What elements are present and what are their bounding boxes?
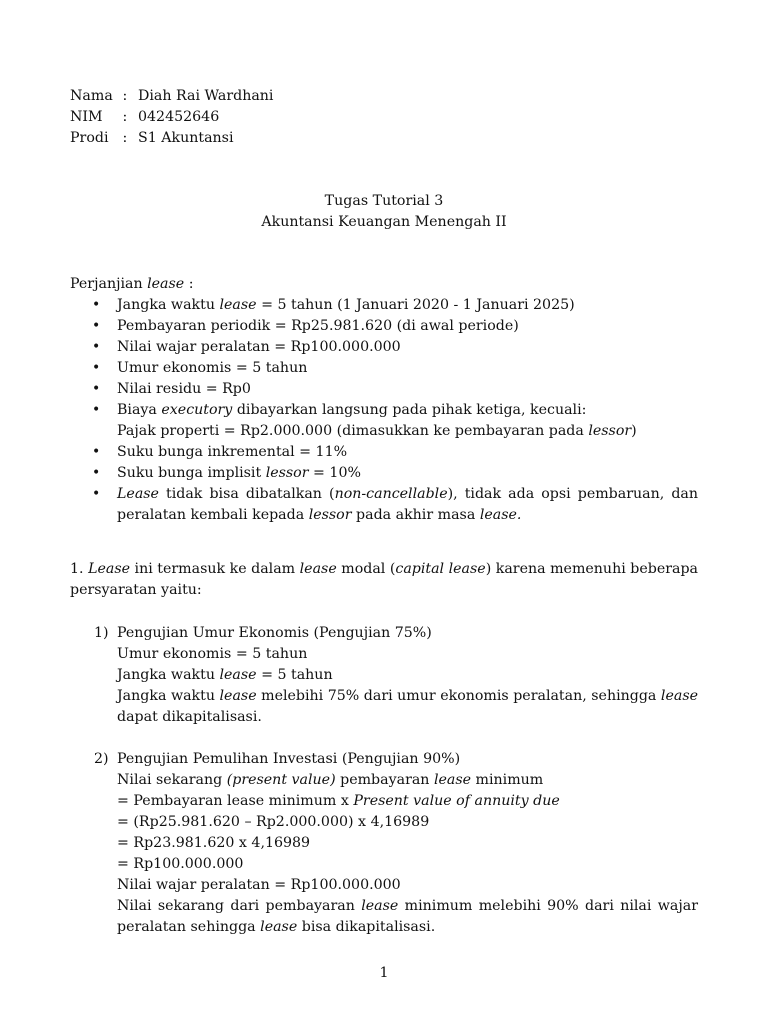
prodi-value: S1 Akuntansi [138, 130, 234, 146]
list-item: • Biaya executory dibayarkan langsung pada pihak ketiga, kecuali: Pajak properti = Rp2.000.000 (dimasukkan ke pembayaran pada lessor) [70, 400, 698, 442]
test-2-conclusion: Nilai sekarang dari pembayaran lease minimum melebihi 90% dari nilai wajar peralatan sehingga lease bisa dikapitalisasi. [117, 898, 698, 935]
test-2-line: = Pembayaran lease minimum x Present value of annuity due [117, 793, 560, 809]
test-2-line: = (Rp25.981.620 – Rp2.000.000) x 4,16989 [117, 814, 430, 830]
test-1-line: Jangka waktu lease = 5 tahun [117, 667, 333, 683]
section-number: 1. [70, 561, 84, 577]
list-item: • Lease tidak bisa dibatalkan (non-cancellable), tidak ada opsi pembaruan, dan peralatan kembali kepada lessor pada akhir masa lease. [70, 484, 698, 526]
test-2-heading: Pengujian Pemulihan Investasi (Pengujian 90%) [117, 751, 461, 767]
nim-label: NIM [70, 109, 103, 125]
list-item: • Suku bunga implisit lessor = 10% [70, 463, 698, 484]
list-item: • Jangka waktu lease = 5 tahun (1 Januari 2020 - 1 Januari 2025) [70, 295, 698, 316]
test-2-line: = Rp23.981.620 x 4,16989 [117, 835, 311, 851]
list-item: • Suku bunga inkremental = 11% [70, 442, 698, 463]
page-number: 1 [379, 965, 389, 981]
identity-block [70, 86, 273, 149]
list-item: • Umur ekonomis = 5 tahun [70, 358, 698, 379]
identity-row-nim: NIM : 042452646 [70, 107, 273, 128]
identity-row-prodi: Prodi : S1 Akuntansi [70, 128, 273, 149]
test-1-block [70, 623, 698, 728]
list-item: • Pembayaran periodik = Rp25.981.620 (di awal periode) [70, 316, 698, 337]
agreement-list [70, 295, 698, 526]
item-number: 2) [94, 751, 109, 767]
prodi-label: Prodi [70, 130, 109, 146]
list-item: • Nilai wajar peralatan = Rp100.000.000 [70, 337, 698, 358]
document-title [0, 191, 768, 233]
nama-label: Nama [70, 88, 113, 104]
identity-row-nama: Nama : Diah Rai Wardhani [70, 86, 273, 107]
nama-value: Diah Rai Wardhani [138, 88, 274, 104]
agreement-heading: Perjanjian lease : [70, 276, 194, 292]
test-2-line: Nilai wajar peralatan = Rp100.000.000 [117, 877, 401, 893]
item-number: 1) [94, 625, 109, 641]
agreement-section [70, 274, 698, 526]
list-item: • Nilai residu = Rp0 [70, 379, 698, 400]
test-2-block [70, 749, 698, 938]
title-line-1: Tugas Tutorial 3 [324, 193, 444, 209]
section-1-paragraph: 1. Lease ini termasuk ke dalam lease modal (capital lease) karena memenuhi beberapa persyaratan yaitu: [70, 561, 698, 598]
test-1-heading: Pengujian Umur Ekonomis (Pengujian 75%) [117, 625, 432, 641]
nim-value: 042452646 [138, 109, 220, 125]
test-2-line: = Rp100.000.000 [117, 856, 244, 872]
test-1-conclusion: Jangka waktu lease melebihi 75% dari umur ekonomis peralatan, sehingga lease dapat dikapitalisasi. [117, 688, 698, 725]
test-1-line: Umur ekonomis = 5 tahun [117, 646, 308, 662]
test-2-line: Nilai sekarang (present value) pembayaran lease minimum [117, 772, 544, 788]
title-line-2: Akuntansi Keuangan Menengah II [261, 214, 507, 230]
